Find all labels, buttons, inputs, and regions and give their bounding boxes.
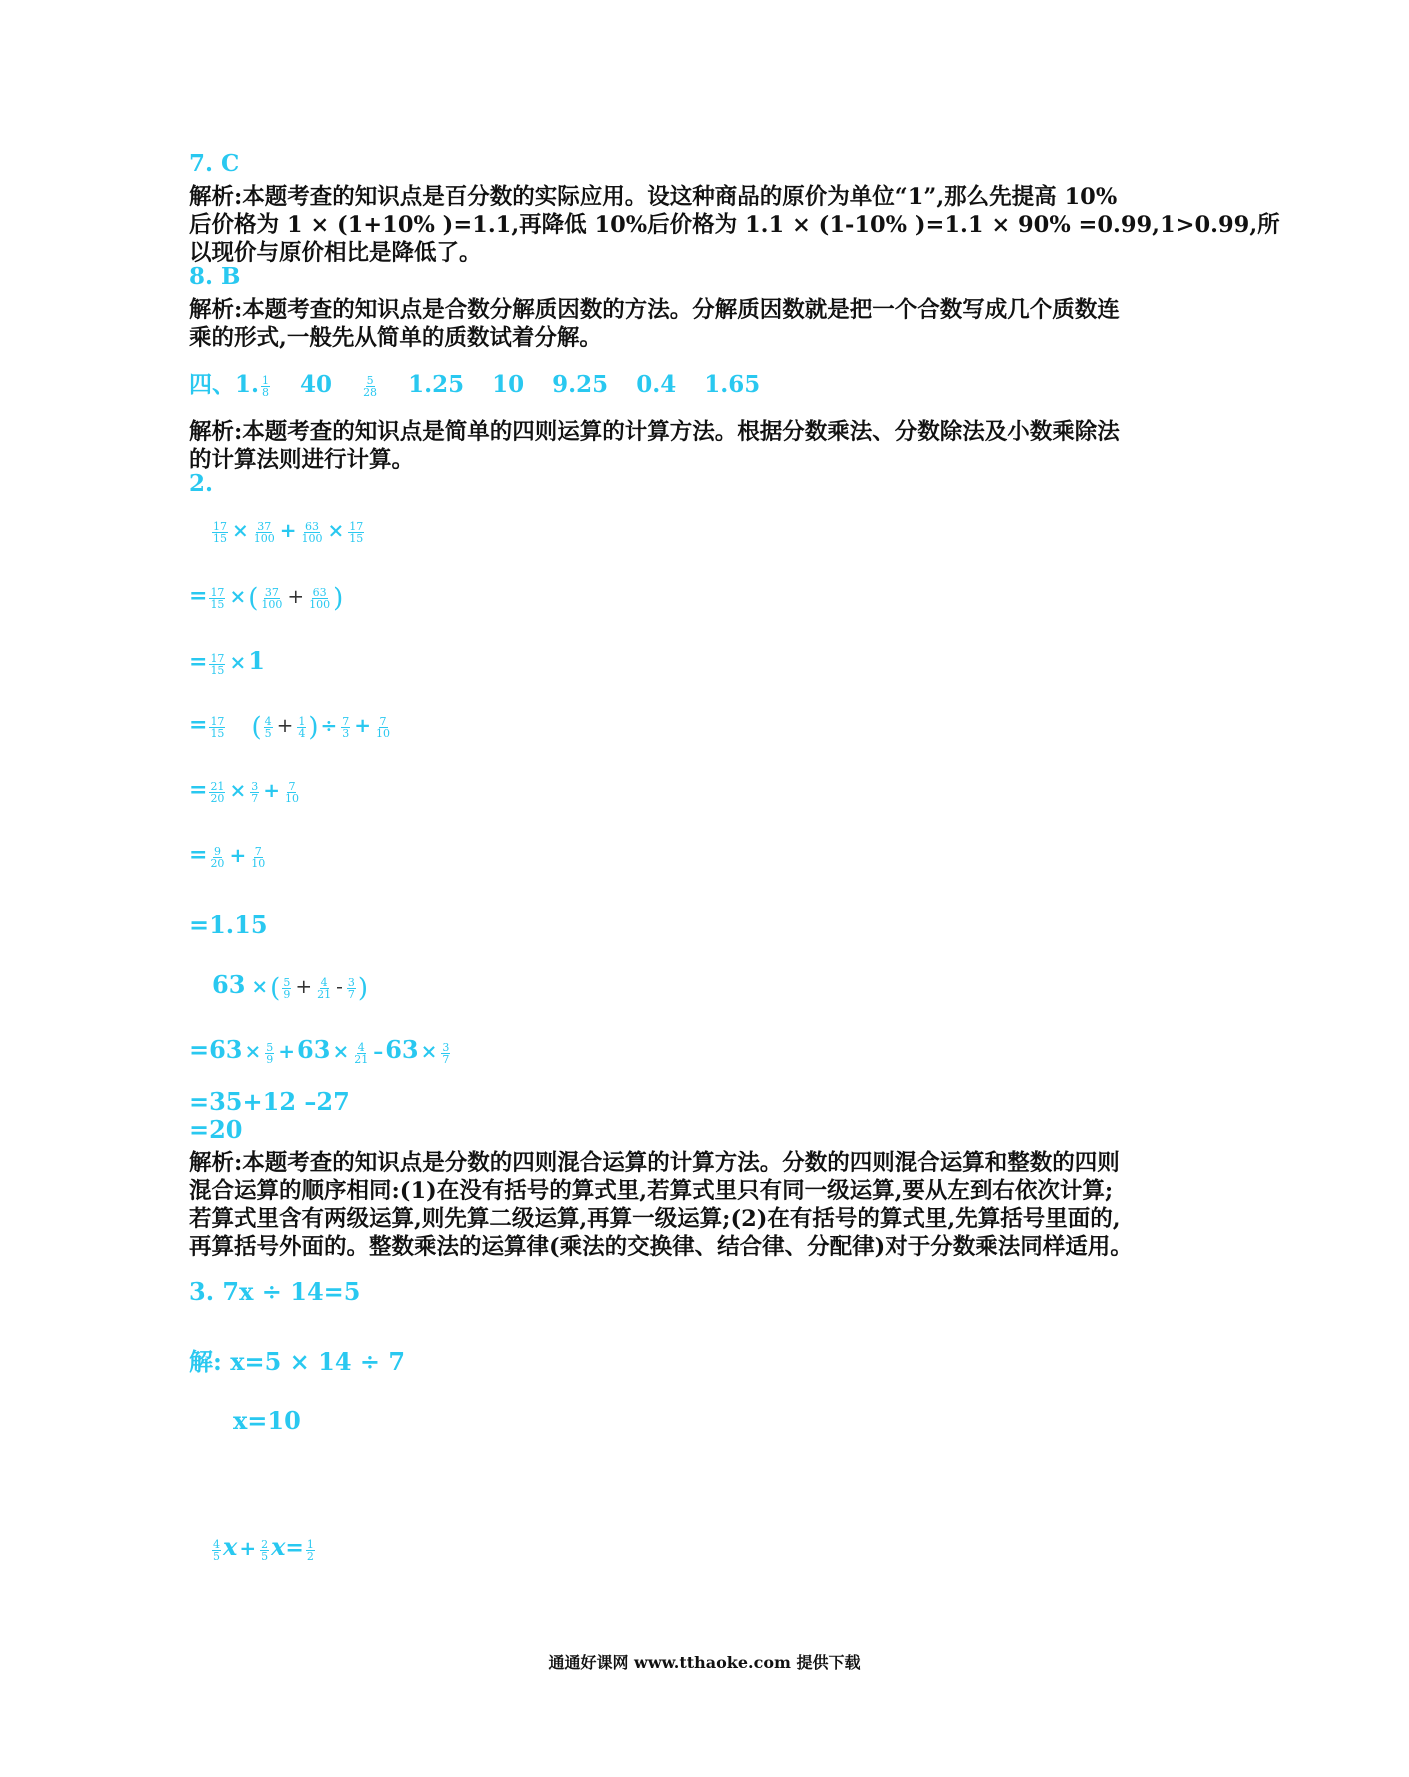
q2-result-1: =1.15 bbox=[189, 910, 268, 939]
q2-expr-9: =35+12 –27 bbox=[189, 1087, 350, 1116]
q2-explain-line-3: 若算式里含有两级运算,则先算二级运算,再算一级运算;(2)在有括号的算式里,先算括号里面的, bbox=[189, 1206, 1121, 1232]
q3-equation: 3. 7x ÷ 14=5 bbox=[189, 1277, 361, 1306]
answer-9-25: 9.25 bbox=[552, 371, 609, 398]
answer-1-65: 1.65 bbox=[704, 371, 761, 398]
section4-prefix: 四、1. bbox=[189, 371, 260, 398]
q8-explain-line-2: 乘的形式,一般先从简单的质数试着分解。 bbox=[189, 325, 602, 351]
q2-expr-1: $\frac{17}{15}$ × $\frac{37}{100}$ + $\frac{63}{100}$ × $\frac{17}{15}$ bbox=[213, 518, 364, 545]
q7-answer: 7. C bbox=[189, 150, 240, 177]
s4-explain-line-2: 的计算法则进行计算。 bbox=[189, 447, 415, 473]
q7-explain-line-3: 以现价与原价相比是降低了。 bbox=[189, 240, 482, 266]
q2-result-2: =20 bbox=[189, 1115, 243, 1144]
footer-text: 通通好课网 www.tthaoke.com 提供下载 bbox=[548, 1653, 861, 1672]
answer-fraction-2: $\frac{5}{28}$ bbox=[363, 373, 378, 399]
answer-fraction-1: $\frac{1}{8}$ bbox=[262, 373, 270, 399]
answer-1-25: 1.25 bbox=[408, 371, 465, 398]
q2-expr-4: = $\frac{17}{15}$ ( $\frac{4}{5}$ + $\frac{1}{4}$ ) ÷ $\frac{7}{3}$ + $\frac{7}{10}$ bbox=[189, 712, 391, 743]
s4-explain-line-1: 解析:本题考查的知识点是简单的四则运算的计算方法。根据分数乘法、分数除法及小数乘除法 bbox=[189, 419, 1120, 445]
q2-expr-6: = $\frac{9}{20}$ + $\frac{7}{10}$ bbox=[189, 842, 266, 870]
q2-expr-2: = $\frac{17}{15}$ ×( $\frac{37}{100}$ + $\frac{63}{100}$ ) bbox=[189, 583, 344, 614]
answer-10: 10 bbox=[492, 371, 525, 398]
q3-step-2: x=10 bbox=[233, 1406, 301, 1435]
q2-expr-7: 63 ×( $\frac{5}{9}$ + $\frac{4}{21}$ - $\frac{3}{7}$ ) bbox=[212, 970, 369, 1004]
q3-step-1: 解: x=5 × 14 ÷ 7 bbox=[189, 1347, 406, 1376]
q8-explain-line-1: 解析:本题考查的知识点是合数分解质因数的方法。分解质因数就是把一个合数写成几个质数连 bbox=[189, 297, 1120, 323]
q2-explain-line-1: 解析:本题考查的知识点是分数的四则混合运算的计算方法。分数的四则混合运算和整数的四则 bbox=[189, 1150, 1120, 1176]
answer-40: 40 bbox=[300, 371, 333, 398]
answer-0-4: 0.4 bbox=[636, 371, 677, 398]
q2-explain-line-2: 混合运算的顺序相同:(1)在没有括号的算式里,若算式里只有同一级运算,要从左到右依次计算; bbox=[189, 1178, 1114, 1204]
q3-equation-2: $\frac{4}{5}$ x + $\frac{2}{5}$ x= $\frac{1}{2}$ bbox=[213, 1532, 314, 1563]
q2-explain-line-4: 再算括号外面的。整数乘法的运算律(乘法的交换律、结合律、分配律)对于分数乘法同样适用。 bbox=[189, 1234, 1133, 1260]
q2-expr-3: = $\frac{17}{15}$ ×1 bbox=[189, 646, 265, 677]
q7-explain-line-2: 后价格为 1 × (1+10% )=1.1,再降低 10%后价格为 1.1 × (1-10% )=1.1 × 90% =0.99,1>0.99,所 bbox=[189, 212, 1280, 238]
q2-expr-8: =63 × $\frac{5}{9}$ +63 × $\frac{4}{21}$ –63 × $\frac{3}{7}$ bbox=[189, 1035, 450, 1066]
q2-label: 2. bbox=[189, 470, 214, 497]
q7-explain-line-1: 解析:本题考查的知识点是百分数的实际应用。设这种商品的原价为单位“1”,那么先提高 10% bbox=[189, 184, 1118, 210]
section4-answers bbox=[189, 366, 760, 399]
q8-answer: 8. B bbox=[189, 263, 241, 290]
q2-expr-5: = $\frac{21}{20}$ × $\frac{3}{7}$ + $\frac{7}{10}$ bbox=[189, 777, 299, 805]
